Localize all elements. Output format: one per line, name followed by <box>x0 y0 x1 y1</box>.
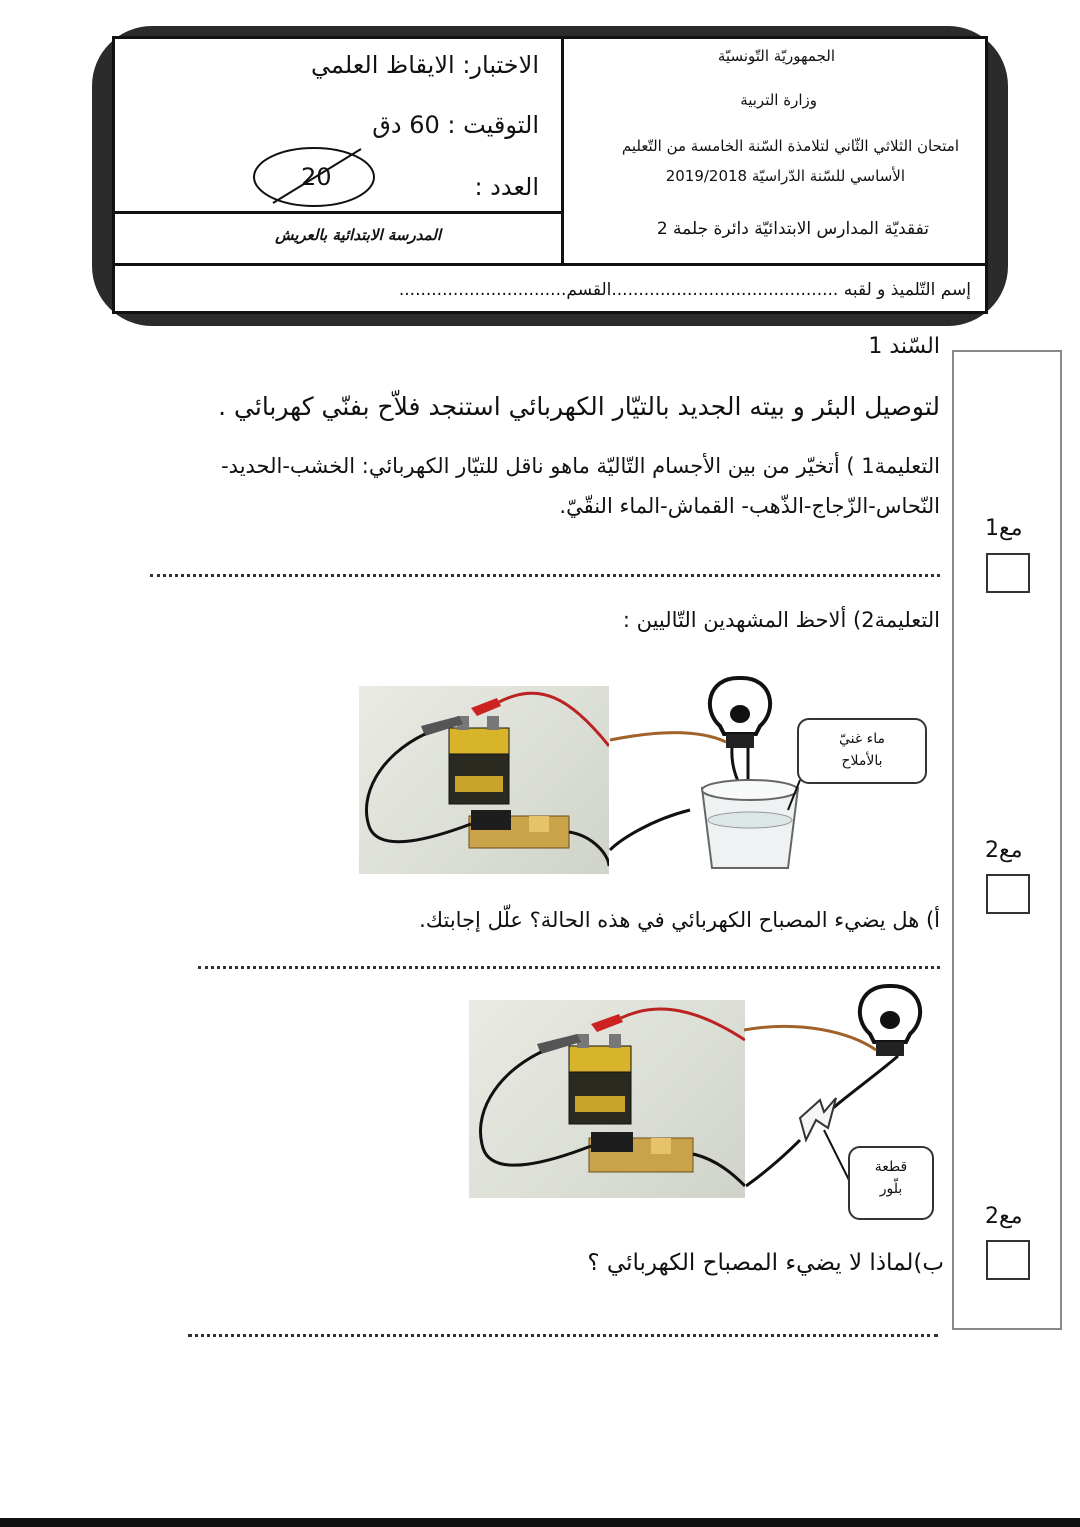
time-label: التوقيت : 60 دق <box>372 111 539 139</box>
callout-salty-water <box>797 718 927 784</box>
callout-glass-piece <box>848 1146 934 1220</box>
answer-line-1[interactable] <box>150 574 940 577</box>
school-name: المدرسة الابتدائية بالعريش <box>275 226 441 244</box>
document-title: السّند 1 <box>868 334 940 359</box>
callout1-line2: بالأملاح <box>841 753 883 769</box>
exam-line2: الأساسي للسّنة الدّراسيّة 2019/2018 <box>665 167 905 185</box>
score-box-2[interactable] <box>986 874 1030 914</box>
battery-switch-illustration <box>359 686 609 874</box>
score-box-3[interactable] <box>986 1240 1030 1280</box>
school-cell <box>112 211 564 266</box>
student-name-field[interactable]: إسم التّلميذ و لقبه ..........................................القسم............................... <box>398 280 971 300</box>
score-box-1[interactable] <box>986 553 1030 593</box>
question-a: أ) هل يضيء المصباح الكهربائي في هذه الحالة؟ علّل إجابتك. <box>419 908 940 932</box>
instruction2: التعليمة2) ألاحظ المشهدين التّاليين : <box>622 608 940 632</box>
page-bottom-bar <box>0 1518 1080 1527</box>
score-label-1: مع1 <box>985 516 1023 541</box>
intro-text: لتوصيل البئر و بيته الجديد بالتيّار الكهربائي استنجد فلاّح بفنّي كهربائي . <box>218 392 940 421</box>
grade-label: العدد : <box>474 173 539 201</box>
answer-line-3[interactable] <box>188 1334 938 1337</box>
test-info-cell <box>112 36 564 214</box>
callout2-line1: قطعة <box>874 1159 908 1175</box>
battery-switch-illustration-2 <box>469 1000 745 1198</box>
grade-total: 20 <box>301 163 332 191</box>
district-text: تفقديّة المدارس الابتدائيّة دائرة جلمة 2 <box>656 219 929 239</box>
callout1-line1: ماء غنيّ <box>838 731 885 747</box>
scene1-photo <box>359 686 609 874</box>
score-label-2: مع2 <box>985 838 1023 863</box>
score-label-3: مع2 <box>985 1204 1023 1229</box>
scene2-photo <box>469 1000 745 1198</box>
instruction1-line2: النّحاس-الزّجاج-الذّهب- القماش-الماء النقّيّ. <box>559 494 940 518</box>
question-b: ب)لماذا لا يضيء المصباح الكهربائي ؟ <box>587 1250 944 1276</box>
instruction1-line1: التعليمة1 ) أتخيّر من بين الأجسام التّاليّة ماهو ناقل للتيّار الكهربائي: الخشب-الحديد- <box>221 454 940 478</box>
exam-line1: امتحان الثلاثي الثّاني لتلامذة السّنة الخامسة من التّعليم <box>621 137 959 155</box>
callout2-line2: بلّور <box>879 1181 903 1197</box>
answer-line-2[interactable] <box>198 966 940 969</box>
student-cell <box>112 263 988 314</box>
republic-text: الجمهوريّة التّونسيّة <box>717 47 835 65</box>
institution-cell <box>561 36 988 266</box>
ministry-text: وزارة التربية <box>740 91 817 109</box>
test-label: الاختبار: الايقاظ العلمي <box>311 51 539 79</box>
